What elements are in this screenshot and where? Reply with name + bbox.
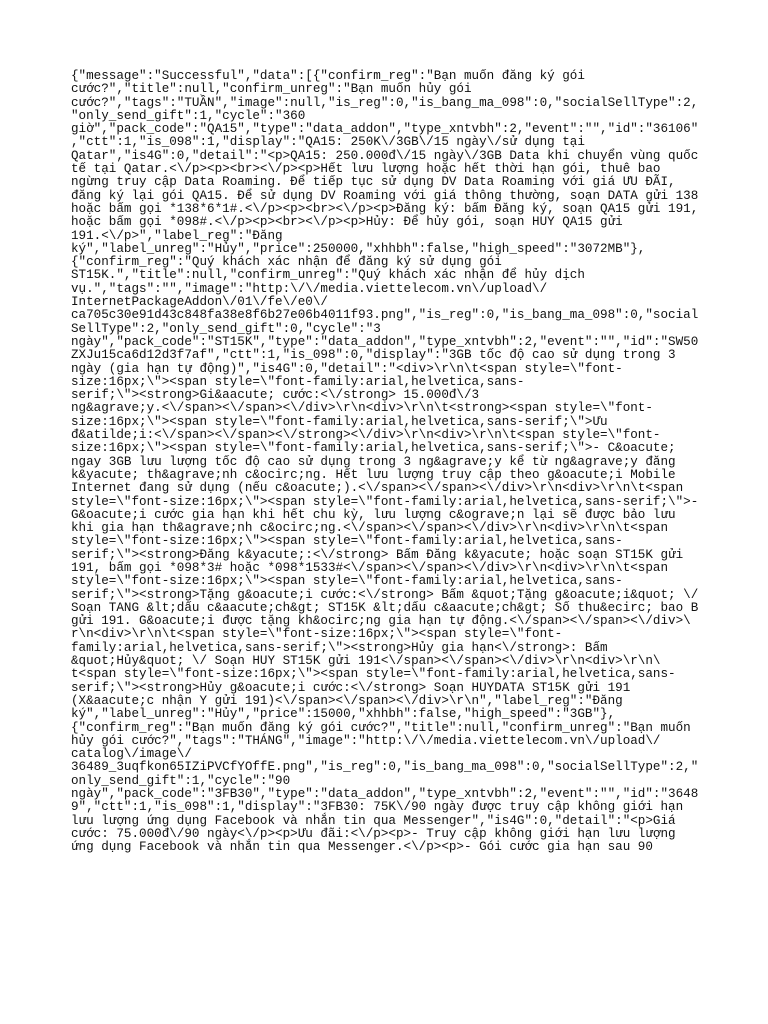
text-line: khi gia hạn th&agrave;nh c&ocirc;ng.<\/span><\/span><\/div>\r\n<div>\r\n\t<span	[71, 521, 669, 536]
text-line: style=\"font-size:16px;\"><span style=\"font-family:arial,helvetica,sans-	[71, 574, 623, 589]
text-line: only_send_gift":1,"cycle":"90	[71, 773, 291, 788]
text-line: đ&atilde;i:<\/span><\/span><\/strong><\/div>\r\n<div>\r\n\t<span style=\"font-	[71, 428, 661, 443]
text-line: cước?","tags":"TUẦN","image":null,"is_reg":0,"is_bang_ma_098":0,"socialSellType":2,	[71, 95, 699, 110]
text-line: serif;\"><strong>Gi&aacute; cước:<\/strong> 15.000đ\/3	[71, 388, 480, 403]
text-line: {"confirm_reg":"Bạn muốn đăng ký gói cước?","title":null,"confirm_unreg":"Bạn muốn	[71, 720, 691, 735]
text-line: vụ.","tags":"","image":"http:\/\/media.viettelecom.vn\/upload\/	[71, 281, 548, 296]
text-line: hủy gói cước?","tags":"THÁNG","image":"http:\/\/media.viettelecom.vn\/upload\/	[71, 733, 661, 748]
text-line: (X&aacute;c nhận Y gửi 191)<\/span><\/span><\/div>\r\n","label_reg":"Đăng	[71, 693, 623, 708]
text-line: ngày (gia hạn tự động)","is4G":0,"detail":"<div>\r\n\t<span style=\"font-	[71, 361, 623, 376]
raw-json-text	[71, 70, 699, 855]
text-line: ngay 3GB lưu lượng tốc độ cao sử dụng trong 3 ng&agrave;y kể từ ng&agrave;y đăng	[71, 454, 676, 469]
text-line: G&oacute;i cước gia hạn khi hết chu kỳ, lưu lượng c&ograve;n lại sẽ được bảo lưu	[71, 507, 676, 522]
text-line: {"confirm_reg":"Quý khách xác nhận để đăng ký sử dụng gói	[71, 255, 502, 270]
text-line: 36489_3uqfkon65IZiPVCfYOffE.png","is_reg":0,"is_bang_ma_098":0,"socialSellType":2,"	[71, 760, 699, 775]
text-line: ngày","pack_code":"3FB30","type":"data_addon","type_xntvbh":2,"event":"","id":"3648	[71, 787, 699, 802]
text-line: 191.<\/p>","label_reg":"Đăng	[71, 228, 283, 243]
text-line: {"message":"Successful","data":[{"confirm_reg":"Bạn muốn đăng ký gói	[71, 69, 585, 83]
text-line: hoặc bấm gọi *138*6*1#.<\/p><p><br><\/p><p>Đăng ký: bấm Đăng ký, soạn QA15 gửi 191,	[71, 201, 699, 216]
text-line: catalog\/image\/	[71, 747, 192, 762]
text-line: serif;\"><strong>Đăng k&yacute;:<\/strong> Bấm Đăng k&yacute; hoặc soạn ST15K gửi	[71, 547, 684, 562]
text-line: size:16px;\"><span style=\"font-family:arial,helvetica,sans-serif;\">Ưu	[71, 414, 608, 429]
text-line: ứng dụng Facebook và nhắn tin qua Messenger.<\/p><p>- Gói cước gia hạn sau 90	[71, 840, 653, 855]
text-line: đăng ký lại gói QA15. Để sử dụng DV Roaming với giá thông thường, soạn DATA gửi 138	[71, 188, 699, 203]
text-line: ng&agrave;y.<\/span><\/span><\/div>\r\n<div>\r\n\t<strong><span style=\"font-	[71, 401, 653, 416]
text-line: t<span style=\"font-size:16px;\"><span style=\"font-family:arial,helvetica,sans-	[71, 667, 676, 682]
text-line: 191, bấm gọi *098*3# hoặc *098*1533#<\/span><\/span><\/div>\r\n<div>\r\n\t<span	[71, 560, 669, 575]
text-line: lưu lượng ứng dụng Facebook và nhắn tin qua Messenger","is4G":0,"detail":"<p>Giá	[71, 813, 676, 828]
text-line: ZXJu15ca6d12d3f7af","ctt":1,"is_098":0,"display":"3GB tốc độ cao sử dụng trong 3	[71, 348, 676, 363]
text-line: style=\"font-size:16px;\"><span style=\"font-family:arial,helvetica,sans-	[71, 534, 623, 549]
text-line: &quot;Hủy&quot; \/ Soạn HUY ST15K gửi 191<\/span><\/span><\/div>\r\n<div>\r\n\	[71, 654, 661, 669]
text-line: ST15K.","title":null,"confirm_unreg":"Quý khách xác nhận để hủy dịch	[71, 268, 585, 283]
text-line: hoặc bấm gọi *098#.<\/p><p><br><\/p><p>Hủy: Để hủy gói, soạn HUY QA15 gửi	[71, 215, 623, 230]
text-line: 9","ctt":1,"is_098":1,"display":"3FB30: 75K\/90 ngày được truy cập không giới hạn	[71, 800, 684, 815]
text-line: ký","label_unreg":"Hủy","price":15000,"xhhbh":false,"high_speed":"3GB"},	[71, 707, 616, 722]
text-line: InternetPackageAddon\/01\/fe\/e0\/	[71, 295, 328, 310]
text-line: size:16px;\"><span style=\"font-family:arial,helvetica,sans-serif;\">- C&oacute;	[71, 441, 676, 456]
text-line: tế tại Qatar.<\/p><p><br><\/p><p>Hết lưu lượng hoặc hết thời hạn gói, thuê bao	[71, 162, 661, 177]
text-line: Internet đang sử dụng (nếu c&oacute;).<\/span><\/span><\/div>\r\n<div>\r\n\t<span	[71, 481, 684, 496]
text-line: ,"ctt":1,"is_098":1,"display":"QA15: 250K\/3GB\/15 ngày\/sử dụng tại	[71, 135, 585, 150]
text-line: serif;\"><strong>Hủy g&oacute;i cước:<\/strong> Soạn HUYDATA ST15K gửi 191	[71, 680, 631, 695]
text-line: serif;\"><strong>Tặng g&oacute;i cước:<\/strong> Bấm &quot;Tặng g&oacute;i&quot; \/	[71, 587, 699, 602]
text-line: r\n<div>\r\n\t<span style=\"font-size:16px;\"><span style=\"font-	[71, 627, 563, 642]
text-line: giờ","pack_code":"QA15","type":"data_addon","type_xntvbh":2,"event":"","id":"36106"	[71, 122, 699, 137]
text-line: family:arial,helvetica,sans-serif;\"><strong>Hủy gia hạn<\/strong>: Bấm	[71, 640, 608, 655]
text-line: size:16px;\"><span style=\"font-family:arial,helvetica,sans-	[71, 374, 525, 389]
text-line: "only_send_gift":1,"cycle":"360	[71, 108, 306, 123]
text-line: cước?","title":null,"confirm_unreg":"Bạn muốn hủy gói	[71, 82, 472, 97]
text-line: ngày","pack_code":"ST15K","type":"data_addon","type_xntvbh":2,"event":"","id":"SW50	[71, 334, 699, 349]
text-line: ca705c30e91d43c848fa38e8f6b27e06b4011f93.png","is_reg":0,"is_bang_ma_098":0,"social	[71, 308, 699, 323]
text-line: Soạn TANG &lt;dấu c&aacute;ch&gt; ST15K &lt;dấu c&aacute;ch&gt; Số thu&ecirc; bao B	[71, 600, 699, 615]
text-line: style=\"font-size:16px;\"><span style=\"font-family:arial,helvetica,sans-serif;\">-	[71, 494, 699, 509]
text-line: gửi 191. G&oacute;i được tặng kh&ocirc;ng gia hạn tự động.<\/span><\/span><\/div>\	[71, 614, 691, 629]
text-line: ngừng truy cập Data Roaming. Để tiếp tục sử dụng DV Data Roaming với giá ƯU ĐÃI,	[71, 175, 676, 190]
text-line: cước: 75.000đ\/90 ngày<\/p><p>Ưu đãi:<\/p><p>- Truy cập không giới hạn lưu lượng	[71, 826, 676, 841]
text-line: k&yacute; th&agrave;nh c&ocirc;ng. Hết lưu lượng truy cập theo g&oacute;i Mobile	[71, 467, 676, 482]
text-line: SellType":2,"only_send_gift":0,"cycle":"3	[71, 321, 381, 336]
text-line: ký","label_unreg":"Hủy","price":250000,"xhhbh":false,"high_speed":"3072MB"},	[71, 241, 646, 256]
text-line: Qatar","is4G":0,"detail":"<p>QA15: 250.000đ\/15 ngày\/3GB Data khi chuyển vùng quốc	[71, 148, 699, 163]
